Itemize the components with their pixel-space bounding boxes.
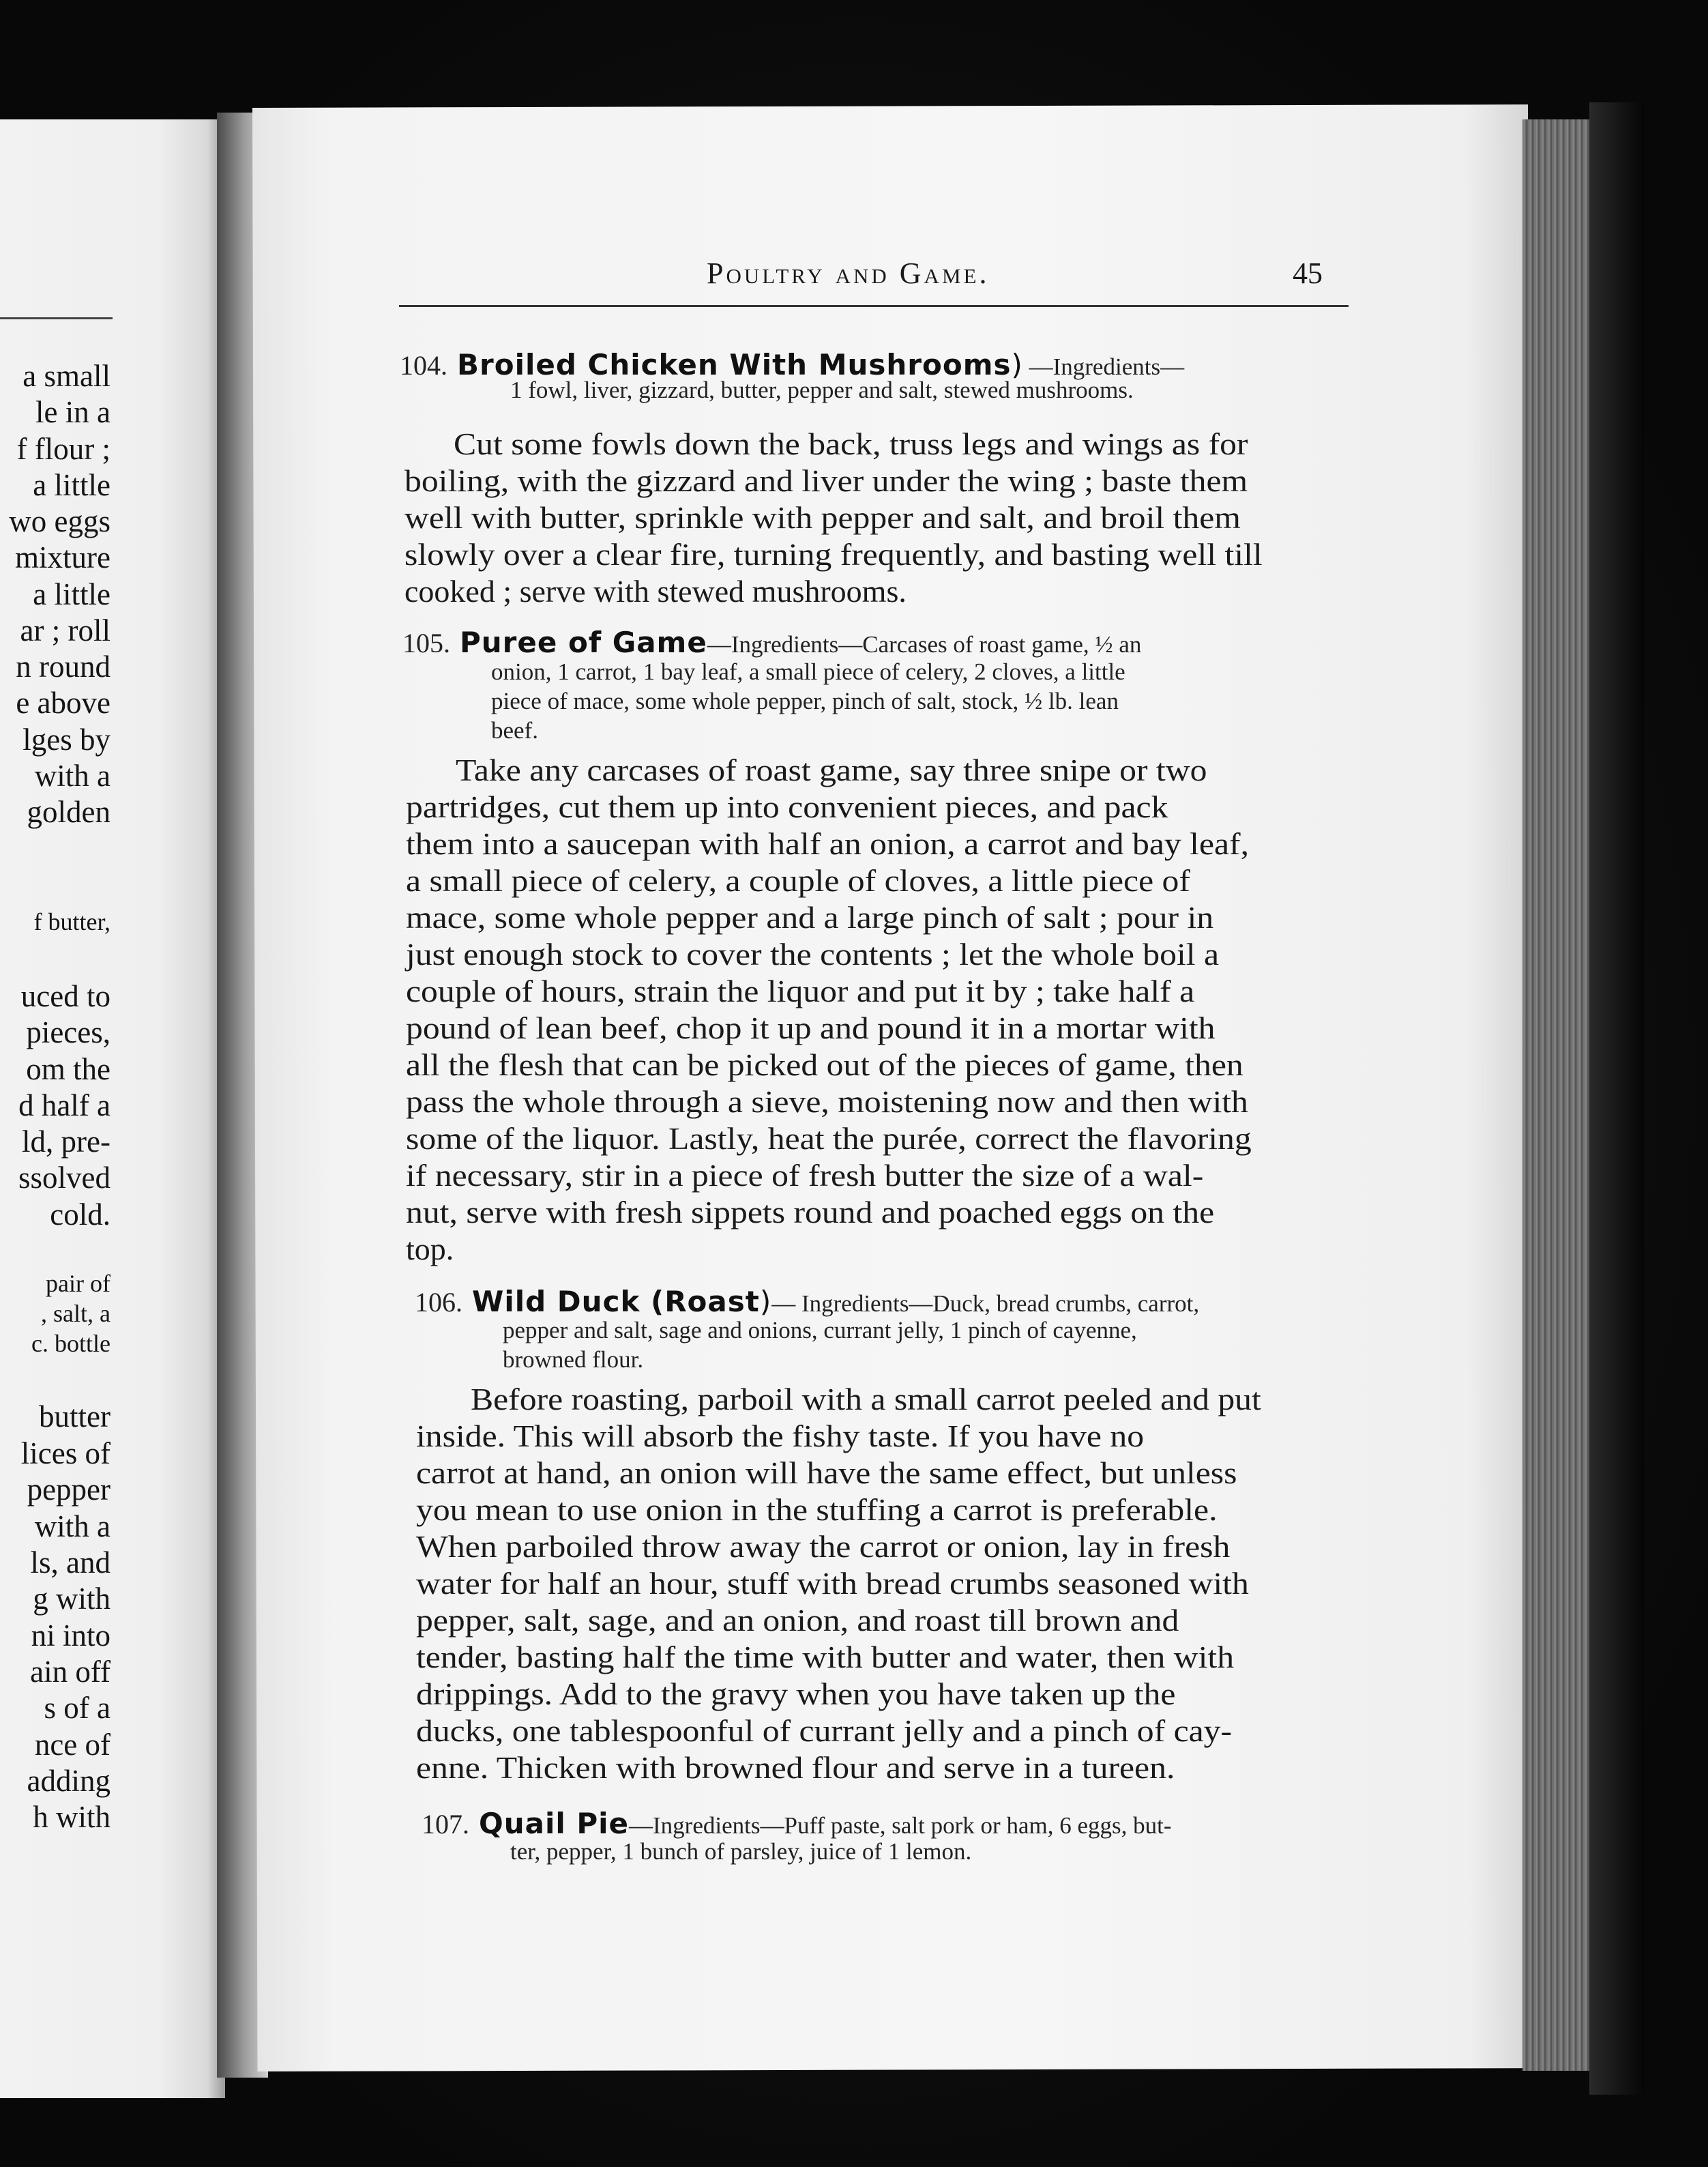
recipe-body-line: When parboiled throw away the carrot or onion, lay in fresh	[416, 1529, 1231, 1564]
recipe-ingredients-line: beef.	[491, 717, 538, 744]
recipe-body-line: enne. Thicken with browned flour and serve in a tureen.	[416, 1750, 1175, 1785]
left-page-line: pepper	[27, 1472, 111, 1507]
left-page-line: a little	[33, 468, 111, 502]
left-page-line: mixture	[15, 540, 111, 575]
left-page-line: golden	[27, 795, 111, 829]
recipe-body-line: some of the liquor. Lastly, heat the purée, correct the flavoring	[406, 1121, 1252, 1156]
recipe-ingredients-line: onion, 1 carrot, 1 bay leaf, a small piece of celery, 2 cloves, a little	[491, 658, 1125, 685]
recipe-ingredients-first-line: — Ingredients—Duck, bread crumbs, carrot,	[771, 1290, 1200, 1317]
left-page-line: n round	[16, 650, 111, 684]
recipe-body-line: slowly over a clear fire, turning frequently, and basting well till	[404, 537, 1263, 572]
left-page-line: , salt, a	[41, 1300, 111, 1327]
recipe-body-line: if necessary, stir in a piece of fresh butter the size of a wal-	[406, 1158, 1204, 1193]
recipe-body-line: pound of lean beef, chop it up and pound it in a mortar with	[406, 1010, 1216, 1045]
recipe-body-line: them into a saucepan with half an onion, a carrot and bay leaf,	[406, 826, 1250, 861]
recipe-title-suffix: )	[1011, 348, 1023, 381]
recipe-body-line: drippings. Add to the gravy when you have taken up the	[416, 1676, 1176, 1711]
recipe-number: 106.	[415, 1287, 462, 1318]
recipe-ingredients-first-line: —Ingredients—Carcases of roast game, ½ an	[707, 631, 1142, 658]
page-number: 45	[1293, 257, 1323, 290]
left-page-line: with a	[34, 1509, 111, 1543]
left-page-line: uced to	[20, 979, 111, 1013]
left-page-line: a small	[23, 359, 111, 393]
recipe-body-line: all the flesh that can be picked out of the pieces of game, then	[406, 1047, 1243, 1082]
left-page-line: ssolved	[18, 1161, 111, 1195]
left-page-line: ls, and	[30, 1545, 111, 1580]
recipe-body-line: couple of hours, strain the liquor and put it by ; take half a	[406, 974, 1195, 1008]
recipe-body-line: boiling, with the gizzard and liver under the wing ; baste them	[404, 463, 1248, 498]
recipe-ingredients-line: pepper and salt, sage and onions, currant jelly, 1 pinch of cayenne,	[503, 1317, 1137, 1343]
left-page-line: c. bottle	[31, 1330, 111, 1357]
left-page-line: le in a	[35, 395, 111, 429]
recipe-body-line: Cut some fowls down the back, truss legs and wings as for	[454, 426, 1248, 461]
recipe-heading	[415, 1285, 1199, 1318]
recipe-ingredients-first-line: —Ingredients—	[1022, 353, 1185, 380]
left-page-line: f butter,	[33, 908, 111, 935]
recipe-body-line: a small piece of celery, a couple of cloves, a little piece of	[406, 863, 1190, 898]
left-page-line: f flour ;	[16, 432, 111, 466]
left-page-line: a little	[33, 577, 111, 611]
recipe-heading	[422, 1807, 1172, 1840]
left-page-line: s of a	[44, 1691, 111, 1725]
recipe-number: 107.	[422, 1809, 469, 1839]
left-page-line: nce of	[34, 1728, 111, 1762]
header-rule	[399, 305, 1349, 307]
left-page-line: adding	[27, 1764, 111, 1798]
left-page-line: d half a	[18, 1088, 111, 1122]
recipe-ingredients-line: ter, pepper, 1 bunch of parsley, juice of 1 lemon.	[510, 1838, 972, 1865]
recipe-body-line: you mean to use onion in the stuffing a carrot is preferable.	[416, 1492, 1218, 1527]
recipe-body-line: pepper, salt, sage, and an onion, and roast till brown and	[416, 1603, 1179, 1638]
left-page-line: lices of	[20, 1436, 111, 1470]
left-page-line: e above	[16, 686, 111, 720]
recipe-body-line: just enough stock to cover the contents ; let the whole boil a	[406, 937, 1220, 972]
recipe-title: Puree of Game	[460, 626, 707, 659]
recipe-title: Wild Duck (Roast	[472, 1285, 760, 1318]
recipe-body-line: ducks, one tablespoonful of currant jelly and a pinch of cay-	[416, 1713, 1233, 1748]
left-page-line: ni into	[31, 1618, 111, 1653]
recipe-body-line: nut, serve with fresh sippets round and poached eggs on the	[406, 1195, 1215, 1230]
recipe-body-line: pass the whole through a sieve, moistening now and then with	[406, 1084, 1248, 1119]
left-page-line: ld, pre-	[22, 1124, 111, 1159]
recipe-body-line: partridges, cut them up into convenient pieces, and pack	[406, 789, 1168, 824]
left-page-line: pieces,	[26, 1015, 111, 1049]
left-page-line: ain off	[30, 1655, 111, 1689]
recipe-body-line: Take any carcases of roast game, say three snipe or two	[456, 753, 1207, 787]
left-page-line: with a	[34, 759, 111, 793]
left-page-line: pair of	[46, 1270, 111, 1297]
recipe-heading	[402, 626, 1141, 659]
left-page-line: wo eggs	[9, 504, 111, 538]
recipe-body-line: inside. This will absorb the fishy taste. If you have no	[416, 1419, 1145, 1453]
recipe-ingredients-line: browned flour.	[503, 1346, 644, 1373]
left-page-line: om the	[26, 1052, 111, 1086]
left-page-line: h with	[33, 1800, 111, 1834]
left-page-line: cold.	[50, 1197, 111, 1232]
left-page-line: lges by	[23, 723, 111, 757]
recipe-body-line: well with butter, sprinkle with pepper and salt, and broil them	[404, 500, 1241, 535]
running-head	[707, 256, 989, 291]
recipe-body-line: Before roasting, parboil with a small carrot peeled and put	[471, 1382, 1261, 1416]
recipe-body-line: water for half an hour, stuff with bread crumbs seasoned with	[416, 1566, 1249, 1601]
recipe-title: Quail Pie	[479, 1807, 630, 1840]
left-page-line: g with	[33, 1582, 111, 1616]
recipe-body-line: mace, some whole pepper and a large pinch of salt ; pour in	[406, 900, 1214, 935]
recipe-ingredients-first-line: —Ingredients—Puff paste, salt pork or ham, 6 eggs, but-	[629, 1812, 1172, 1839]
recipe-body-line: cooked ; serve with stewed mushrooms.	[404, 574, 907, 609]
recipe-title-suffix: )	[759, 1285, 772, 1318]
recipe-body-line: carrot at hand, an onion will have the same effect, but unless	[416, 1455, 1237, 1490]
running-head-text: Poultry and Game.	[707, 257, 990, 290]
recipe-number: 104.	[400, 350, 447, 381]
recipe-body-line: top.	[406, 1232, 454, 1266]
left-page-line: ar ; roll	[20, 613, 111, 648]
recipe-title: Broiled Chicken With Mushrooms	[457, 348, 1012, 381]
left-page-line: butter	[39, 1399, 111, 1434]
recipe-body-line: tender, basting half the time with butter and water, then with	[416, 1640, 1235, 1674]
recipe-ingredients-line: piece of mace, some whole pepper, pinch of salt, stock, ½ lb. lean	[491, 688, 1119, 714]
recipe-ingredients-line: 1 fowl, liver, gizzard, butter, pepper and salt, stewed mushrooms.	[510, 377, 1134, 403]
recipe-number: 105.	[402, 628, 450, 658]
